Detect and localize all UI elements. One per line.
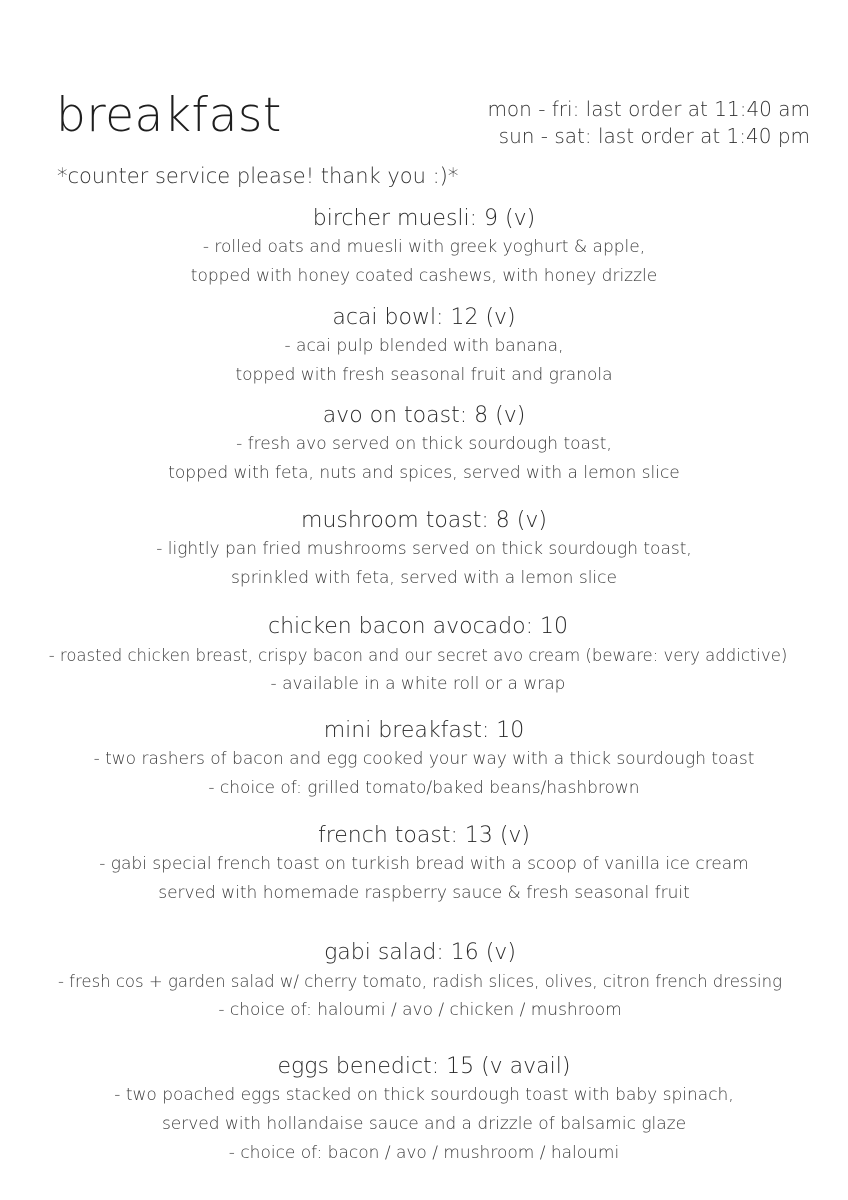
menu-item-name: acai bowl: 12 (v) — [332, 305, 516, 330]
menu-item-name: avo on toast: 8 (v) — [322, 403, 526, 428]
menu-item-avo-on-toast — [0, 402, 848, 488]
menu-title: breakfast — [56, 88, 282, 143]
menu-item-description: - choice of: bacon / avo / mushroom / haloumi — [228, 1143, 620, 1163]
menu-item-description: - fresh cos + garden salad w/ cherry tomato, radish slices, olives, citron french dressing — [57, 972, 782, 991]
menu-item-eggs-benedict — [0, 1053, 848, 1168]
menu-item-description: - choice of: haloumi / avo / chicken / mushroom — [218, 1000, 622, 1020]
menu-item-description: - choice of: grilled tomato/baked beans/hashbrown — [208, 778, 640, 798]
menu-item-description: topped with honey coated cashews, with honey drizzle — [190, 266, 658, 286]
hours-weekend: sun - sat: last order at 1:40 pm — [498, 124, 810, 148]
menu-item-description: - available in a white roll or a wrap — [270, 674, 566, 694]
menu-item-gabi-salad — [0, 939, 844, 1025]
menu-item-name: mini breakfast: 10 — [323, 718, 525, 743]
menu-item-bircher-muesli — [0, 205, 848, 291]
menu-item-name: french toast: 13 (v) — [317, 823, 531, 848]
menu-item-description: topped with fresh seasonal fruit and granola — [235, 365, 613, 385]
menu-item-name: eggs benedict: 15 (v avail) — [277, 1054, 571, 1079]
menu-item-description: - lightly pan fried mushrooms served on thick sourdough toast, — [156, 539, 692, 559]
menu-item-name: chicken bacon avocado: 10 — [268, 614, 568, 639]
menu-item-chicken-bacon-avocado — [0, 613, 842, 699]
hours-weekday: mon - fri: last order at 11:40 am — [487, 97, 810, 121]
menu-item-french-toast — [0, 822, 848, 908]
menu-item-acai-bowl — [0, 304, 848, 390]
opening-hours — [487, 96, 810, 150]
menu-item-description: - two poached eggs stacked on thick sourdough toast with baby spinach, — [114, 1085, 734, 1105]
menu-item-name: gabi salad: 16 (v) — [324, 940, 516, 965]
service-note: *counter service please! thank you :)* — [57, 164, 459, 188]
menu-item-description: - roasted chicken breast, crispy bacon and our secret avo cream (beware: very addictive) — [48, 646, 788, 665]
menu-item-name: mushroom toast: 8 (v) — [301, 508, 547, 533]
menu-item-description: sprinkled with feta, served with a lemon slice — [231, 568, 617, 588]
menu-item-description: - rolled oats and muesli with greek yoghurt & apple, — [202, 237, 646, 257]
menu-item-description: - gabi special french toast on turkish bread with a scoop of vanilla ice cream — [99, 854, 749, 874]
menu-item-description: - acai pulp blended with banana, — [284, 336, 564, 356]
menu-item-description: served with homemade raspberry sauce & fresh seasonal fruit — [158, 883, 690, 903]
menu-item-description: served with hollandaise sauce and a drizzle of balsamic glaze — [161, 1114, 687, 1134]
menu-item-description: topped with feta, nuts and spices, served with a lemon slice — [168, 463, 680, 483]
menu-item-mushroom-toast — [0, 507, 848, 593]
menu-item-name: bircher muesli: 9 (v) — [312, 206, 536, 231]
menu-item-mini-breakfast — [0, 717, 848, 803]
menu-item-description: - two rashers of bacon and egg cooked your way with a thick sourdough toast — [93, 749, 755, 769]
menu-item-description: - fresh avo served on thick sourdough toast, — [236, 434, 612, 454]
